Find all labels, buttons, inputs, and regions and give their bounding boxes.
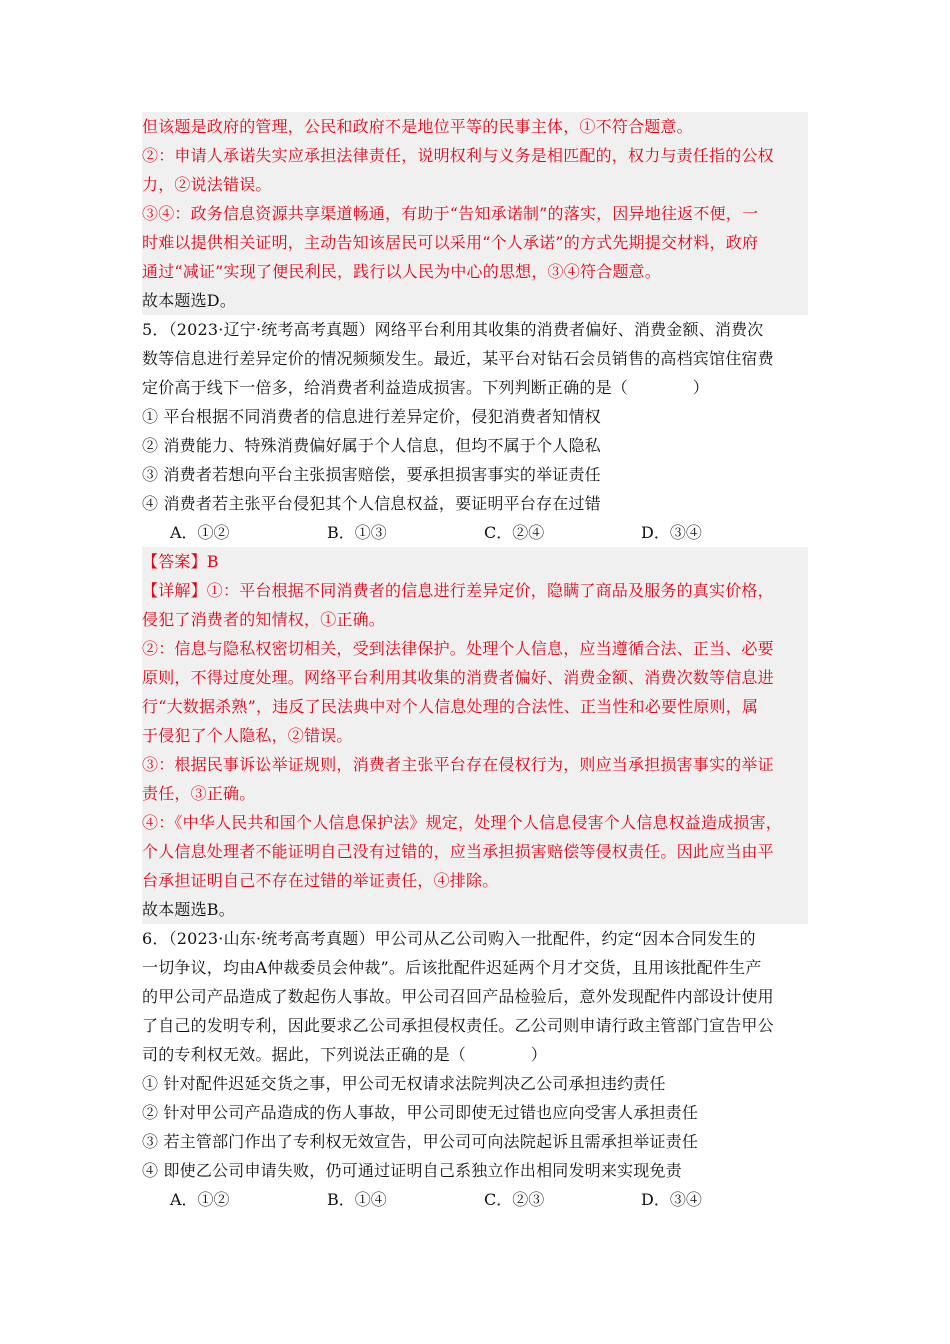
q5-explanation-line: 台承担证明自己不存在过错的举证责任，④排除。 — [142, 871, 499, 890]
q5-options — [142, 518, 808, 547]
q5-explanation-line: 侵犯了消费者的知情权，①正确。 — [142, 610, 386, 629]
q6-options — [142, 1185, 808, 1214]
q5-answer: 【答案】B — [142, 552, 219, 571]
q5-explanation-line: 原则，不得过度处理。网络平台利用其收集的消费者偏好、消费金额、消费次数等信息进 — [142, 668, 774, 687]
q5-option-d: D．③④ — [641, 523, 702, 542]
q5-explanation-line: 【详解】①：平台根据不同消费者的信息进行差异定价，隐瞒了商品及服务的真实价格， — [142, 581, 774, 600]
q5-conclusion: 故本题选B。 — [142, 900, 235, 919]
q5-statement: ④ 消费者若主张平台侵犯其个人信息权益，要证明平台存在过错 — [142, 494, 601, 513]
q5-option-c: C．②④ — [484, 523, 545, 542]
q6-option-a: A．①② — [170, 1190, 230, 1209]
q6-stem-line: 司的专利权无效。据此，下列说法正确的是（ ） — [142, 1045, 548, 1064]
q4-explanation-box — [142, 112, 808, 315]
q5-explanation-line: ④：《中华人民共和国个人信息保护法》规定，处理个人信息侵害个人信息权益造成损害， — [142, 813, 783, 832]
q4-conclusion: 故本题选D。 — [142, 291, 237, 310]
q5-stem-line: 5．（2023·辽宁·统考高考真题）网络平台利用其收集的消费者偏好、消费金额、消费次 — [142, 320, 764, 339]
q5-explanation-line: 个人信息处理者不能证明自己没有过错的，应当承担损害赔偿等侵权责任。因此应当由平 — [142, 842, 774, 861]
q6-stem-line: 的甲公司产品造成了数起伤人事故。甲公司召回产品检验后，意外发现配件内部设计使用 — [142, 987, 774, 1006]
question-6 — [142, 924, 808, 1214]
q6-statement: ④ 即使乙公司申请失败，仍可通过证明自己系独立作出相同发明来实现免责 — [142, 1161, 682, 1180]
q6-stem-line: 6．（2023·山东·统考高考真题）甲公司从乙公司购入一批配件，约定“因本合同发生的 — [142, 929, 756, 948]
q6-option-b: B．①④ — [327, 1190, 387, 1209]
q6-stem-line: 一切争议，均由A仲裁委员会仲裁”。后该批配件迟延两个月才交货，且用该批配件生产 — [142, 958, 762, 977]
q6-statement: ① 针对配件迟延交货之事，甲公司无权请求法院判决乙公司承担违约责任 — [142, 1074, 666, 1093]
q4-explanation-line: 通过“减证”实现了便民利民，践行以人民为中心的思想，③④符合题意。 — [142, 262, 661, 281]
q6-statement: ③ 若主管部门作出了专利权无效宣告，甲公司可向法院起诉且需承担举证责任 — [142, 1132, 699, 1151]
q5-stem-line: 定价高于线下一倍多，给消费者利益造成损害。下列判断正确的是（ ） — [142, 378, 710, 397]
q6-stem-line: 了自己的发明专利，因此要求乙公司承担侵权责任。乙公司则申请行政主管部门宣告甲公 — [142, 1016, 774, 1035]
q5-stem-line: 数等信息进行差异定价的情况频频发生。最近，某平台对钻石会员销售的高档宾馆住宿费 — [142, 349, 774, 368]
question-5 — [142, 315, 808, 547]
q4-explanation-line: ③④：政务信息资源共享渠道畅通，有助于“告知承诺制”的落实，因异地往返不便，一 — [142, 204, 759, 223]
q4-explanation-line: ②：申请人承诺失实应承担法律责任，说明权利与义务是相匹配的，权力与责任指的公权 — [142, 146, 774, 165]
q5-explanation-line: 责任，③正确。 — [142, 784, 256, 803]
q5-option-b: B．①③ — [327, 523, 387, 542]
q5-explanation-line: 于侵犯了个人隐私，②错误。 — [142, 726, 353, 745]
q4-explanation-line: 时难以提供相关证明，主动告知该居民可以采用“个人承诺”的方式先期提交材料，政府 — [142, 233, 759, 252]
q6-option-d: D．③④ — [641, 1190, 702, 1209]
q5-statement: ③ 消费者若想向平台主张损害赔偿，要承担损害事实的举证责任 — [142, 465, 601, 484]
document-page — [142, 112, 808, 1214]
q4-explanation-line: 力，②说法错误。 — [142, 175, 272, 194]
q5-statement: ① 平台根据不同消费者的信息进行差异定价，侵犯消费者知情权 — [142, 407, 601, 426]
q5-option-a: A．①② — [170, 523, 230, 542]
q6-option-c: C．②③ — [484, 1190, 545, 1209]
q4-explanation-line: 但该题是政府的管理，公民和政府不是地位平等的民事主体，①不符合题意。 — [142, 117, 693, 136]
q5-statement: ② 消费能力、特殊消费偏好属于个人信息，但均不属于个人隐私 — [142, 436, 601, 455]
q6-statement: ② 针对甲公司产品造成的伤人事故，甲公司即使无过错也应向受害人承担责任 — [142, 1103, 699, 1122]
q5-explanation-line: ③：根据民事诉讼举证规则，消费者主张平台存在侵权行为，则应当承担损害事实的举证 — [142, 755, 774, 774]
q5-explanation-line: ②：信息与隐私权密切相关，受到法律保护。处理个人信息，应当遵循合法、正当、必要 — [142, 639, 774, 658]
q5-explanation-line: 行“大数据杀熟”，违反了民法典中对个人信息处理的合法性、正当性和必要性原则，属 — [142, 697, 759, 716]
q5-answer-box — [142, 547, 808, 924]
